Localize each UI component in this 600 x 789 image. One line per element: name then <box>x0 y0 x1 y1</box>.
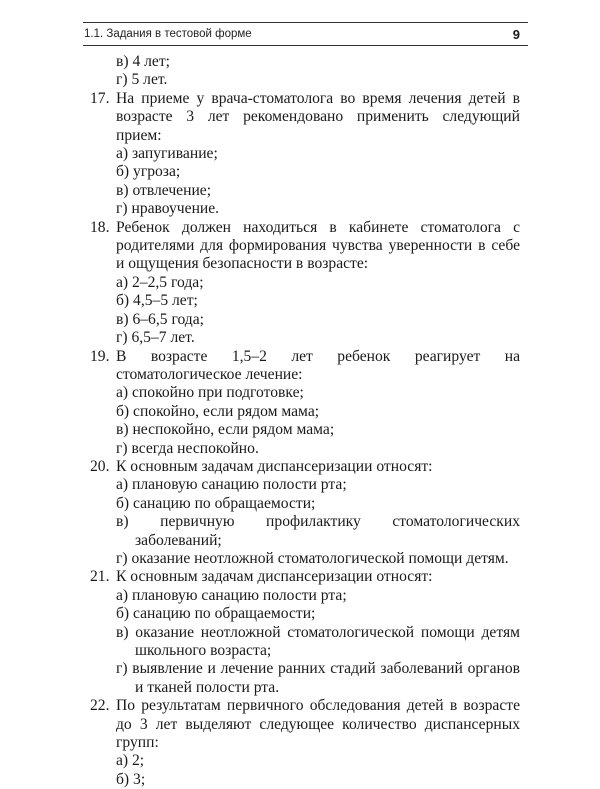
option: г) 5 лет. <box>116 71 168 89</box>
option: г) выявление и лечение ранних стадий заболеваний органов и тканей полости рта. <box>116 660 520 696</box>
question-18 <box>90 219 520 348</box>
option: в) 4 лет; <box>116 53 170 70</box>
option: б) спокойно, если рядом мама; <box>116 402 320 420</box>
option: б) санацию по обращаемости; <box>116 605 316 623</box>
question-stem: На приеме у врача-стоматолога во время лечения детей в возрасте 3 лет рекомендовано применить следующий прием: <box>116 89 520 144</box>
question-text <box>90 347 520 385</box>
section-title: 1.1. Задания в тестовой форме <box>84 28 252 40</box>
question-stem: К основным задачам диспансеризации относят: <box>116 457 433 475</box>
option: в) 6–6,5 года; <box>116 310 204 328</box>
option: в) оказание неотложной стоматологической помощи детям школьного возраста; <box>116 623 520 659</box>
question-text <box>90 89 520 145</box>
option: б) 3; <box>116 770 146 788</box>
option: а) спокойно при подготовке; <box>116 384 304 402</box>
question-20 <box>90 458 520 568</box>
question-number: 17. <box>90 89 110 107</box>
option: б) санацию по обращаемости; <box>116 494 316 512</box>
option: б) 4,5–5 лет; <box>116 292 198 310</box>
running-header <box>83 22 528 46</box>
question-text <box>90 218 520 274</box>
option: б) угроза; <box>116 163 181 181</box>
option: а) 2; <box>116 752 145 770</box>
option: г) нравоучение. <box>116 200 220 218</box>
question-stem: По результатам первичного обследования детей в возрасте до 3 лет выделяют следующее количество диспансерных групп: <box>116 697 520 752</box>
option: а) плановую санацию полости рта; <box>116 586 347 604</box>
question-stem: В возрасте 1,5–2 лет ребенок реагирует на стоматологическое лечение: <box>116 347 520 383</box>
option: а) запугивание; <box>116 145 218 163</box>
option: в) первичную профилактику стоматологических заболеваний; <box>116 513 520 549</box>
question-stem: К основным задачам диспансеризации относят: <box>116 568 433 586</box>
question-text <box>90 568 520 586</box>
question-17 <box>90 90 520 219</box>
option: а) плановую санацию полости рта; <box>116 476 347 494</box>
option: в) неспокойно, если рядом мама; <box>116 421 335 439</box>
question-text <box>90 457 520 476</box>
question-number: 18. <box>90 218 110 236</box>
question-number: 21. <box>90 568 110 586</box>
question-number: 20. <box>90 457 110 475</box>
question-number: 19. <box>90 347 110 365</box>
question-19 <box>90 348 520 458</box>
option: в) отвлечение; <box>116 181 212 199</box>
question-stem: Ребенок должен находиться в кабинете стоматолога с родителями для формирования чувства уверенности в себе и ощущения безопасности в возрасте: <box>116 218 520 273</box>
option: а) 2–2,5 года; <box>116 273 204 291</box>
question-number: 22. <box>90 697 110 715</box>
page-number: 9 <box>512 26 520 42</box>
question-21 <box>90 568 520 697</box>
question-22 <box>90 697 520 789</box>
option: г) 6,5–7 лет. <box>116 329 195 347</box>
page-content <box>90 53 520 789</box>
question-text <box>90 697 520 752</box>
option: г) всегда неспокойно. <box>116 439 259 457</box>
option: г) оказание неотложной стоматологической помощи детям. <box>116 549 509 567</box>
